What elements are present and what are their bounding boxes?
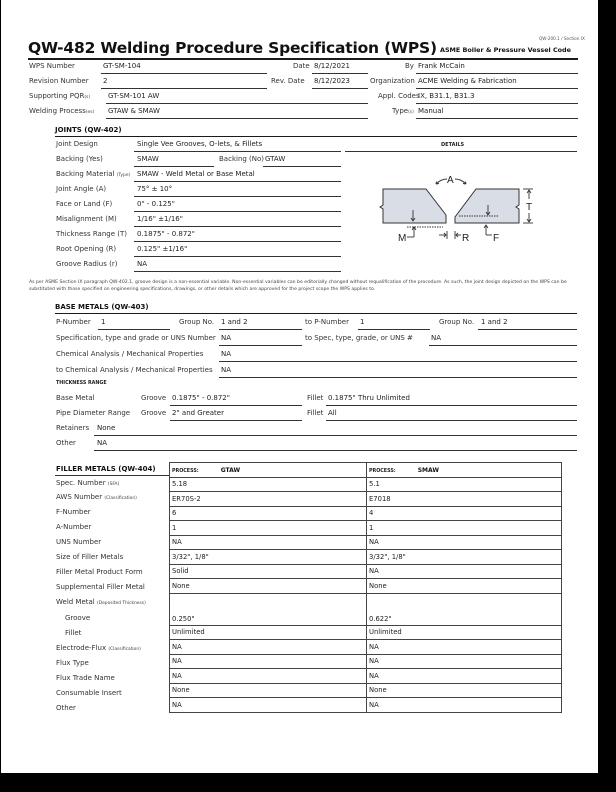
wps-number-label: WPS Number xyxy=(29,62,75,70)
base-fillet-label: Fillet xyxy=(307,394,324,402)
other-value[interactable]: NA xyxy=(97,439,108,447)
organization-label: Organization xyxy=(370,77,415,85)
backing-no-label: Backing (No) xyxy=(219,155,265,163)
thickness-range-label: Thickness Range (T) xyxy=(56,230,127,238)
base-metals-section-title: BASE METALS (QW-403) xyxy=(55,303,149,311)
process-smaw-header: PROCESS: SMAW xyxy=(367,463,562,478)
filler-other-label: Other xyxy=(56,704,76,712)
root-opening-value[interactable]: 0.125" ±1/16" xyxy=(137,245,188,253)
product-form-gtaw[interactable]: Solid xyxy=(170,564,367,579)
type-value[interactable]: Manual xyxy=(418,107,444,115)
group-no-value[interactable]: 1 and 2 xyxy=(221,318,248,326)
wps-number-value[interactable]: GT-SM-104 xyxy=(103,62,141,70)
pipe-diameter-label: Pipe Diameter Range xyxy=(56,409,131,417)
product-form-smaw[interactable]: NA xyxy=(367,564,562,579)
diagram-label-r: R xyxy=(462,233,470,244)
joint-design-value[interactable]: Single Vee Grooves, O-lets, & Fillets xyxy=(137,140,263,148)
face-land-label: Face or Land (F) xyxy=(56,200,113,208)
chem-analysis-value[interactable]: NA xyxy=(221,350,232,358)
consumable-insert-label: Consumable Insert xyxy=(56,689,122,697)
spec-number-gtaw[interactable]: 5.18 xyxy=(170,477,367,492)
misalignment-value[interactable]: 1/16" ±1/16" xyxy=(137,215,183,223)
code-reference: QW-200.1 / Section IX xyxy=(539,36,585,41)
retainers-label: Retainers xyxy=(56,424,90,432)
filler-a-number-label: A-Number xyxy=(56,523,92,531)
diagram-label-m: M xyxy=(398,233,407,244)
electrode-flux-gtaw[interactable]: NA xyxy=(170,640,367,655)
backing-material-label: Backing Material (Type) xyxy=(56,170,131,178)
wps-document-page xyxy=(1,0,598,773)
to-spec-value[interactable]: NA xyxy=(431,334,442,342)
weld-fillet-label: Fillet xyxy=(65,629,82,637)
groove-radius-value[interactable]: NA xyxy=(137,260,148,268)
chem-analysis-label: Chemical Analysis / Mechanical Properties xyxy=(56,350,204,358)
page-title: QW-482 Welding Procedure Specification (WPS) xyxy=(28,39,437,57)
date-value[interactable]: 8/12/2021 xyxy=(314,62,350,70)
filler-spec-number-label: Spec. Number (SFA) xyxy=(56,479,120,487)
process-header-row xyxy=(170,463,562,478)
spec-label: Specification, type and grade or UNS Number xyxy=(56,334,216,342)
appl-codes-value[interactable]: IX, B31.1, B31.3 xyxy=(418,92,475,100)
rev-date-value[interactable]: 8/12/2023 xyxy=(314,77,350,85)
to-group-no-value[interactable]: 1 and 2 xyxy=(481,318,508,326)
electrode-flux-smaw[interactable]: NA xyxy=(367,640,562,655)
to-spec-label: to Spec, type, grade, or UNS # xyxy=(305,334,413,342)
consumable-insert-gtaw[interactable]: None xyxy=(170,683,367,698)
filler-metals-table xyxy=(169,462,562,713)
table-row xyxy=(170,492,562,507)
table-row xyxy=(170,683,562,698)
weld-groove-smaw[interactable]: 0.622" xyxy=(367,593,562,625)
process-gtaw-header: PROCESS: GTAW xyxy=(170,463,367,478)
p-number-label: P-Number xyxy=(56,318,91,326)
filler-supplemental-label: Supplemental Filler Metal xyxy=(56,583,145,591)
misalignment-label: Misalignment (M) xyxy=(56,215,117,223)
backing-material-value[interactable]: SMAW - Weld Metal or Base Metal xyxy=(137,170,255,178)
other-gtaw[interactable]: NA xyxy=(170,698,367,713)
flux-type-gtaw[interactable]: NA xyxy=(170,654,367,669)
table-row xyxy=(170,654,562,669)
uns-number-gtaw[interactable]: NA xyxy=(170,535,367,550)
table-row xyxy=(170,535,562,550)
table-row xyxy=(170,698,562,713)
flux-trade-name-gtaw[interactable]: NA xyxy=(170,669,367,684)
group-no-label: Group No. xyxy=(179,318,215,326)
backing-yes-label: Backing (Yes) xyxy=(56,155,103,163)
supplemental-smaw[interactable]: None xyxy=(367,579,562,594)
table-row xyxy=(170,625,562,640)
filler-f-number-label: F-Number xyxy=(56,508,91,516)
type-label: Type(s) xyxy=(392,107,414,115)
flux-trade-name-smaw[interactable]: NA xyxy=(367,669,562,684)
code-name: ASME Boiler & Pressure Vessel Code xyxy=(440,46,571,54)
retainers-value[interactable]: None xyxy=(97,424,116,432)
face-land-value[interactable]: 0" - 0.125" xyxy=(137,200,175,208)
supplemental-gtaw[interactable]: None xyxy=(170,579,367,594)
other-smaw[interactable]: NA xyxy=(367,698,562,713)
uns-number-smaw[interactable]: NA xyxy=(367,535,562,550)
filler-size-label: Size of Filler Metals xyxy=(56,553,124,561)
by-value[interactable]: Frank McCain xyxy=(418,62,465,70)
joints-section-title: JOINTS (QW-402) xyxy=(55,126,122,134)
diagram-label-f: F xyxy=(493,233,500,244)
table-row xyxy=(170,506,562,521)
electrode-flux-label: Electrode-Flux (Classification) xyxy=(56,644,141,652)
page-shadow-bottom xyxy=(0,773,616,792)
groove-radius-label: Groove Radius (r) xyxy=(56,260,118,268)
to-group-no-label: Group No. xyxy=(439,318,475,326)
table-row xyxy=(170,521,562,536)
base-groove-label: Groove xyxy=(141,394,167,402)
supporting-pqr-label: Supporting PQR(s) xyxy=(29,92,91,100)
a-number-gtaw[interactable]: 1 xyxy=(170,521,367,536)
to-p-number-value[interactable]: 1 xyxy=(360,318,365,326)
pipe-fillet-value[interactable]: All xyxy=(328,409,337,417)
weld-metal-label: Weld Metal (Deposited Thickness) xyxy=(56,598,146,606)
filler-aws-number-label: AWS Number (Classification) xyxy=(56,493,137,501)
date-label: Date xyxy=(293,62,310,70)
welding-process-label: Welding Process(es) xyxy=(29,107,95,115)
to-chem-analysis-label: to Chemical Analysis / Mechanical Properties xyxy=(56,366,213,374)
size-gtaw[interactable]: 3/32", 1/8" xyxy=(170,550,367,565)
joint-design-note: As per ASME Section IX paragraph QW-402.1, groove design is a non-essential variable. Non-essential variables can be editorially changed without requalification of the procedure. As such, the joint design depicted on the WPS can be substituted with those specified on engineering specifications, drawings, or other details which are approved for the project scope the WPS applies to. xyxy=(29,280,567,292)
flux-trade-name-label: Flux Trade Name xyxy=(56,674,115,682)
f-number-gtaw[interactable]: 6 xyxy=(170,506,367,521)
thickness-range-heading: THICKNESS RANGE xyxy=(56,381,107,386)
weld-fillet-gtaw[interactable]: Unlimited xyxy=(170,625,367,640)
details-label: DETAILS xyxy=(441,142,465,148)
appl-codes-label: Appl. Codes xyxy=(378,92,420,100)
backing-no-value[interactable]: GTAW xyxy=(265,155,286,163)
joint-design-diagram xyxy=(371,165,561,255)
organization-value[interactable]: ACME Welding & Fabrication xyxy=(418,77,517,85)
aws-number-gtaw[interactable]: ER70S-2 xyxy=(170,492,367,507)
spec-value[interactable]: NA xyxy=(221,334,232,342)
weld-groove-label: Groove xyxy=(65,614,91,622)
filler-product-form-label: Filler Metal Product Form xyxy=(56,568,143,576)
backing-yes-value[interactable]: SMAW xyxy=(137,155,159,163)
joint-design-label: Joint Design xyxy=(56,140,98,148)
pipe-groove-value[interactable]: 2" and Greater xyxy=(172,409,224,417)
revision-number-value[interactable]: 2 xyxy=(103,77,108,85)
title-rule xyxy=(28,58,578,60)
aws-number-smaw[interactable]: E7018 xyxy=(367,492,562,507)
diagram-label-t: T xyxy=(526,202,533,213)
joint-angle-label: Joint Angle (A) xyxy=(56,185,107,193)
size-smaw[interactable]: 3/32", 1/8" xyxy=(367,550,562,565)
to-p-number-label: to P-Number xyxy=(305,318,349,326)
base-metal-label: Base Metal xyxy=(56,394,95,402)
base-groove-value[interactable]: 0.1875" - 0.872" xyxy=(172,394,230,402)
filler-uns-number-label: UNS Number xyxy=(56,538,102,546)
table-row xyxy=(170,564,562,579)
a-number-smaw[interactable]: 1 xyxy=(367,521,562,536)
f-number-smaw[interactable]: 4 xyxy=(367,506,562,521)
flux-type-label: Flux Type xyxy=(56,659,89,667)
weld-fillet-smaw[interactable]: Unlimited xyxy=(367,625,562,640)
rev-date-label: Rev. Date xyxy=(271,77,305,85)
welding-process-value[interactable]: GTAW & SMAW xyxy=(108,107,160,115)
base-fillet-value[interactable]: 0.1875" Thru Unlimited xyxy=(328,394,410,402)
diagram-label-a: A xyxy=(447,175,454,186)
pipe-groove-label: Groove xyxy=(141,409,167,417)
table-row xyxy=(170,550,562,565)
by-label: By xyxy=(405,62,414,70)
joint-angle-value[interactable]: 75° ± 10° xyxy=(137,185,173,193)
revision-number-label: Revision Number xyxy=(29,77,89,85)
table-row xyxy=(170,579,562,594)
table-row xyxy=(170,640,562,655)
spec-number-smaw[interactable]: 5.1 xyxy=(367,477,562,492)
page-shadow-right xyxy=(598,0,616,792)
root-opening-label: Root Opening (R) xyxy=(56,245,117,253)
table-row xyxy=(170,477,562,492)
flux-type-smaw[interactable]: NA xyxy=(367,654,562,669)
supporting-pqr-value[interactable]: GT-SM-101 AW xyxy=(108,92,160,100)
consumable-insert-smaw[interactable]: None xyxy=(367,683,562,698)
filler-metals-section-title: FILLER METALS (QW-404) xyxy=(56,465,156,473)
pipe-fillet-label: Fillet xyxy=(307,409,324,417)
to-chem-analysis-value[interactable]: NA xyxy=(221,366,232,374)
other-label: Other xyxy=(56,439,76,447)
thickness-range-value[interactable]: 0.1875" - 0.872" xyxy=(137,230,195,238)
table-row xyxy=(170,593,562,625)
weld-groove-gtaw[interactable]: 0.250" xyxy=(170,593,367,625)
p-number-value[interactable]: 1 xyxy=(101,318,106,326)
table-row xyxy=(170,669,562,684)
